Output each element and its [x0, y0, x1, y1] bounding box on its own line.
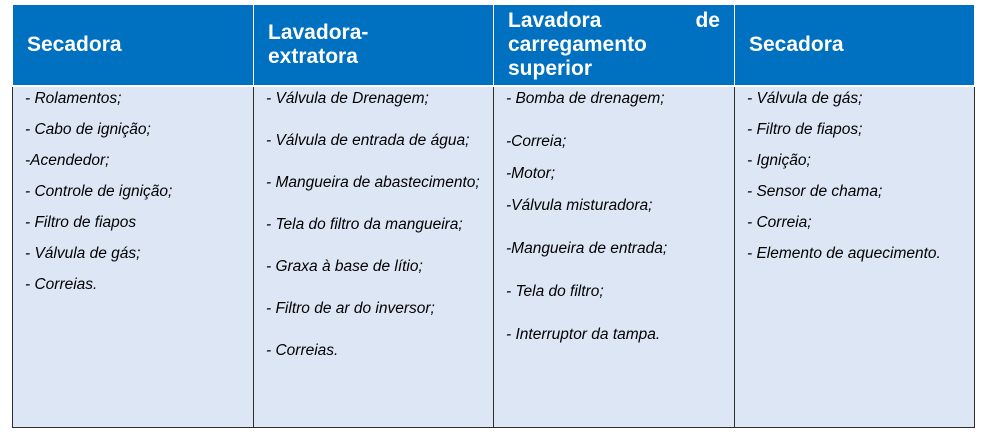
list-item: - Controle de ignição;: [25, 183, 173, 200]
header-word: Lavadora: [508, 9, 602, 32]
list-item: - Graxa à base de lítio;: [266, 258, 423, 275]
list-item: - Bomba de drenagem;: [506, 90, 665, 107]
list-item: - Válvula de gás;: [747, 90, 863, 107]
list-item: - Sensor de chama;: [747, 183, 883, 200]
list-item: - Filtro de fiapos: [25, 214, 137, 231]
list-item: - Válvula de entrada de água;: [266, 132, 470, 149]
list-item: - Correias.: [25, 276, 98, 293]
list-item: -Válvula misturadora;: [506, 197, 653, 214]
header-washer-extractor: [254, 5, 494, 87]
list-item: - Correia;: [747, 214, 812, 231]
list-item: - Cabo de ignição;: [25, 121, 151, 138]
header-dryer-2: [735, 5, 975, 87]
list-item: - Tela do filtro da mangueira;: [266, 216, 463, 233]
list-item: - Correias.: [266, 342, 339, 359]
list-item: - Ignição;: [747, 152, 811, 169]
maintenance-parts-table: [12, 4, 975, 428]
list-item: - Filtro de fiapos;: [747, 121, 863, 138]
list-item: - Elemento de aquecimento.: [747, 245, 941, 262]
parts-cell-washer-extractor: [254, 86, 494, 428]
list-item: -Acendedor;: [25, 152, 110, 169]
list-item: - Interruptor da tampa.: [506, 326, 661, 343]
header-line: superior: [508, 57, 593, 80]
list-item: - Mangueira de abastecimento;: [266, 174, 480, 191]
header-label: Secadora: [749, 33, 844, 56]
list-item: - Tela do filtro;: [506, 283, 604, 300]
header-label: Secadora: [27, 33, 122, 56]
header-line-justified: [508, 9, 720, 33]
list-item: - Rolamentos;: [25, 90, 122, 107]
header-top-load-washer: [494, 5, 735, 87]
header-row: [13, 5, 975, 87]
list-item: - Filtro de ar do inversor;: [266, 300, 435, 317]
header-line: Lavadora-: [268, 21, 369, 44]
header-line: carregamento: [508, 33, 647, 56]
parts-cell-dryer-2: [735, 86, 975, 428]
list-item: -Mangueira de entrada;: [506, 240, 668, 257]
header-dryer-1: [13, 5, 254, 87]
parts-cell-dryer-1: [13, 86, 254, 428]
header-line: extratora: [268, 45, 358, 68]
list-item: -Motor;: [506, 165, 556, 182]
header-word: de: [695, 9, 720, 32]
parts-row: [13, 86, 975, 428]
parts-cell-top-load-washer: [494, 86, 735, 428]
list-item: - Válvula de Drenagem;: [266, 90, 429, 107]
list-item: -Correia;: [506, 133, 567, 150]
list-item: - Válvula de gás;: [25, 245, 141, 262]
